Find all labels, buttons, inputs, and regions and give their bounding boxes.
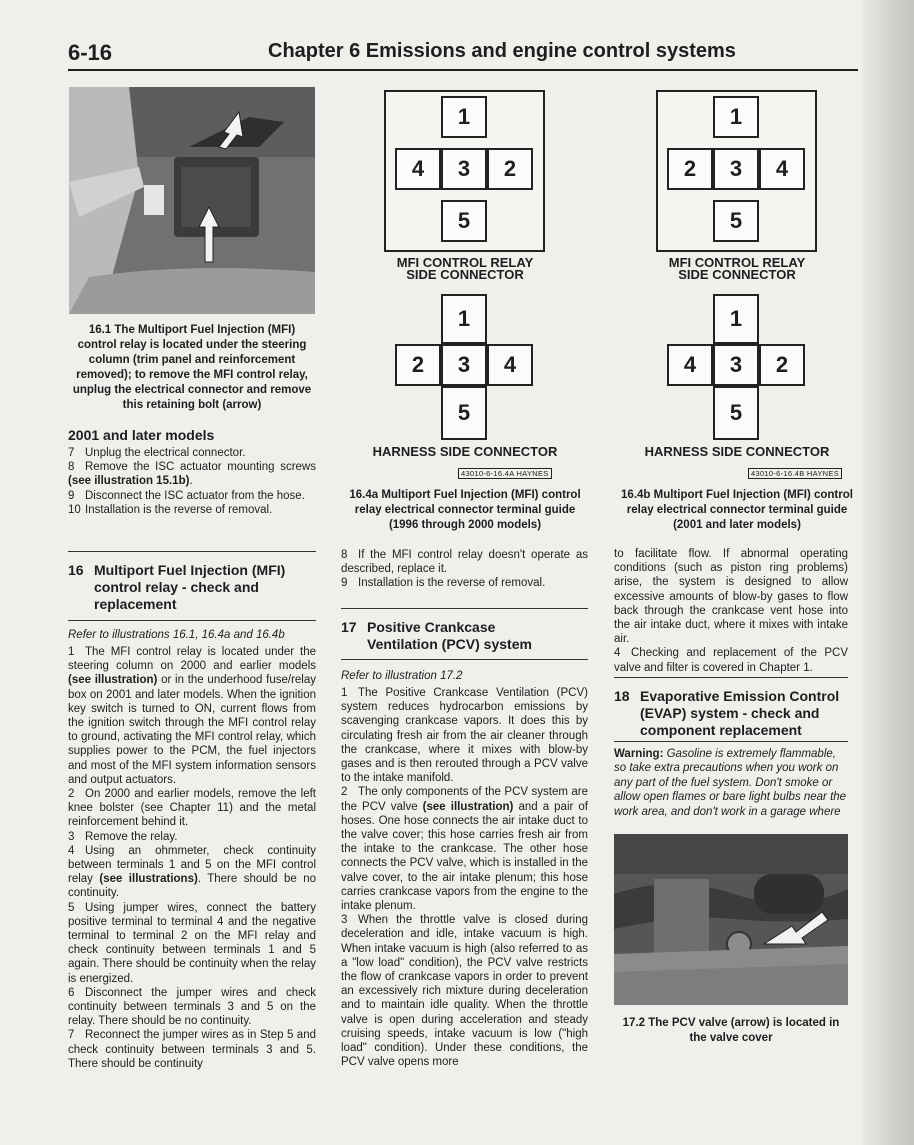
terminal-left: 4 [667,344,713,386]
figure-17-2-caption: 17.2 The PCV valve (arrow) is located in the valve cover [622,1017,840,1044]
s17-continued: to facilitate flow. If abnormal operating conditions (such as piston ring problems) arise, the system is designed to allow excessive amounts of blow-by gases to flow back through the crankcase vent hose into the air intake duct, where it mixes with intake air. [614,548,848,646]
section-16-rule-top [68,551,316,552]
step-10: 10 Installation is the reverse of removal. [68,503,273,516]
section-18-heading [614,688,848,739]
section-17-rule-top [341,608,588,609]
section-17-number: 17 [341,619,357,635]
fig-16-4b-relay-label-1: MFI CONTROL RELAY [668,255,806,270]
terminal-center: 3 [713,344,759,386]
section-17-heading [341,619,588,653]
pcv-valve-photo-image [614,834,848,1005]
terminal-center: 3 [441,148,487,190]
m-step-9: 9 Installation is the reverse of removal. [341,577,546,590]
section-16-rule-bottom [68,620,316,621]
s17-para-3: 3 When the throttle valve is closed during deceleration and idle, intake vacuum is high. When intake vacuum is high (also referred to as a "low load" condition), the PCV valve restricts the flow of crankcase vapors in order to prevent an excessively rich mixture during deceleration and to maintain idle quality. When the throttle valve is open during acceleration and steady cruising speeds, intake vacuum is low ("high load" condition). Under these conditions, the PCV valve opens more [341,914,588,1069]
section-18-number: 18 [614,688,630,704]
fig-16-4b-code-text: 43010-6-16.4B HAYNES [748,468,842,479]
page-curl-shadow [862,0,914,1145]
steps-2001-later [68,446,316,517]
terminal-top: 1 [713,294,759,344]
section-17-body [341,686,588,1069]
fig-16-4b-harness-label: HARNESS SIDE CONNECTOR [644,444,830,459]
figure-16-1-caption: 16.1 The Multiport Fuel Injection (MFI) control relay is located under the steering column (trim panel and reinforcement removed); to remove the MFI control relay, unplug the electrical connector and remove this retaining bolt (arrow) [72,324,312,411]
s16-para-6: 6 Disconnect the jumper wires and check continuity between terminals 3 and 5 on the relay. There should be no continuity. [68,986,316,1028]
section-18-rule-bottom [614,741,848,742]
s16-para-7: 7 Reconnect the jumper wires as in Step 5 and check continuity between terminals 3 and 5. There should be continuity [68,1029,316,1070]
step-9: 9 Disconnect the ISC actuator from the hose. [68,489,305,502]
section-16-title: Multiport Fuel Injection (MFI) control relay - check and replacement [94,562,286,612]
fig-16-4a-code-text: 43010-6-16.4A HAYNES [458,468,552,479]
section-17-title: Positive Crankcase Ventilation (PCV) system [367,619,532,652]
fig-16-4b-harness-connector [664,290,814,450]
s16-para-2: 2 On 2000 and earlier models, remove the left knee bolster (see Chapter 11) and the metal reinforcement behind it. [68,788,316,829]
terminal-bottom: 5 [441,200,487,242]
s16-para-5: 5 Using jumper wires, connect the battery positive terminal to terminal 4 and the negative terminal to terminal 2 on the MFI relay and check continuity between terminals 1 and 5 again. There should be continuity when the relay is energized. [68,901,316,985]
section-18-title: Evaporative Emission Control (EVAP) system - check and component replacement [640,688,840,738]
terminal-left: 2 [667,148,713,190]
terminal-right: 4 [487,344,533,386]
fig-16-4a-harness-connector [392,290,542,450]
right-text-top [614,547,848,675]
terminal-center: 3 [441,344,487,386]
section-16-body [68,645,316,1071]
s16-para-4: 4 Using an ohmmeter, check continuity between terminals 1 and 5 on the MFI control relay (see illustrations). There should be no continuity. [68,844,317,900]
pcv-valve-photo [614,834,848,1005]
terminal-top: 1 [713,96,759,138]
step-8: 8 Remove the ISC actuator mounting screws (see illustration 15.1b). [68,461,316,488]
section-17-rule-bottom [341,659,588,660]
fig-16-4a-harness-label: HARNESS SIDE CONNECTOR [372,444,558,459]
fig-16-4b-relay-connector [656,90,817,252]
warning-text: Gasoline is extremely flammable, so take extra precautions when you work on any part of the fuel system. Don't smoke or allow open flames or bare light bulbs near the work area, and don't work in a garage where [614,748,847,818]
step-7: 7 Unplug the electrical connector. [68,447,246,459]
s16-para-1: 1 The MFI control relay is located under the steering column on 2000 and earlier models (see illustration) or in the underhood fuse/relay box on 2001 and later models. When the ignition key switch is turned to ON, current flows from the ignition switch through the MFI control relay to ground, activating the MFI control relay, which supplies power to the PCM, the fuel injectors and most of the MFI system information sensors and output actuators. [68,646,316,786]
middle-steps [341,548,588,591]
terminal-left: 2 [395,344,441,386]
header-rule [68,69,858,71]
terminal-left: 4 [395,148,441,190]
terminal-right: 4 [759,148,805,190]
fig-16-4a-relay-connector [384,90,545,252]
terminal-top: 1 [441,96,487,138]
terminal-top: 1 [441,294,487,344]
section-17-refer: Refer to illustration 17.2 [341,670,463,682]
terminal-bottom: 5 [713,386,759,440]
terminal-bottom: 5 [441,386,487,440]
chapter-title: Chapter 6 Emissions and engine control systems [268,40,736,62]
s17-para-2: 2 The only components of the PCV system are the PCV valve (see illustration) and a pair of hoses. One hose connects the air intake duct to the valve cover; this hose carries fresh air from the intake to the crankcase. The other hose connects the PCV valve, which is installed in the valve cover, to the air intake plenum; this hose carries crankcase vapors from the engine to the intake plenum. [341,786,588,913]
relay-photo-image [69,87,315,314]
section-16-refer: Refer to illustrations 16.1, 16.4a and 16.4b [68,629,285,641]
s17-step-4: 4 Checking and replacement of the PCV valve and filter is covered in Chapter 1. [614,647,848,674]
warning-label: Warning: [614,748,664,760]
figure-16-4a-caption: 16.4a Multiport Fuel Injection (MFI) control relay electrical connector terminal guide (1996 through 2000 models) [349,489,581,531]
s17-para-1: 1 The Positive Crankcase Ventilation (PCV) system reduces hydrocarbon emissions by scavenging crankcase vapors. It does this by circulating fresh air from the air cleaner through the crankcase, where it mixes with blow-by gases and is then rerouted through a PCV valve to the intake manifold. [341,687,588,785]
section-18-warning [614,747,848,819]
m-step-8: 8 If the MFI control relay doesn't operate as described, replace it. [341,549,588,576]
subheading-2001-later: 2001 and later models [68,427,215,443]
section-16-heading [68,562,316,613]
terminal-right: 2 [487,148,533,190]
fig-16-4a-relay-label-1: MFI CONTROL RELAY [396,255,534,270]
terminal-bottom: 5 [713,200,759,242]
fig-16-4b-code [748,463,842,481]
fig-16-4a-code [458,463,552,481]
section-16-number: 16 [68,562,84,578]
fig-16-4a-relay-label-2: SIDE CONNECTOR [406,267,524,282]
terminal-center: 3 [713,148,759,190]
section-18-rule-top [614,677,848,678]
relay-photo [69,87,315,314]
terminal-right: 2 [759,344,805,386]
s16-para-3: 3 Remove the relay. [68,830,178,843]
page-number: 6-16 [68,40,113,65]
figure-16-4b-caption: 16.4b Multiport Fuel Injection (MFI) control relay electrical connector terminal guide (2001 and later models) [621,489,853,531]
fig-16-4b-relay-label-2: SIDE CONNECTOR [678,267,796,282]
